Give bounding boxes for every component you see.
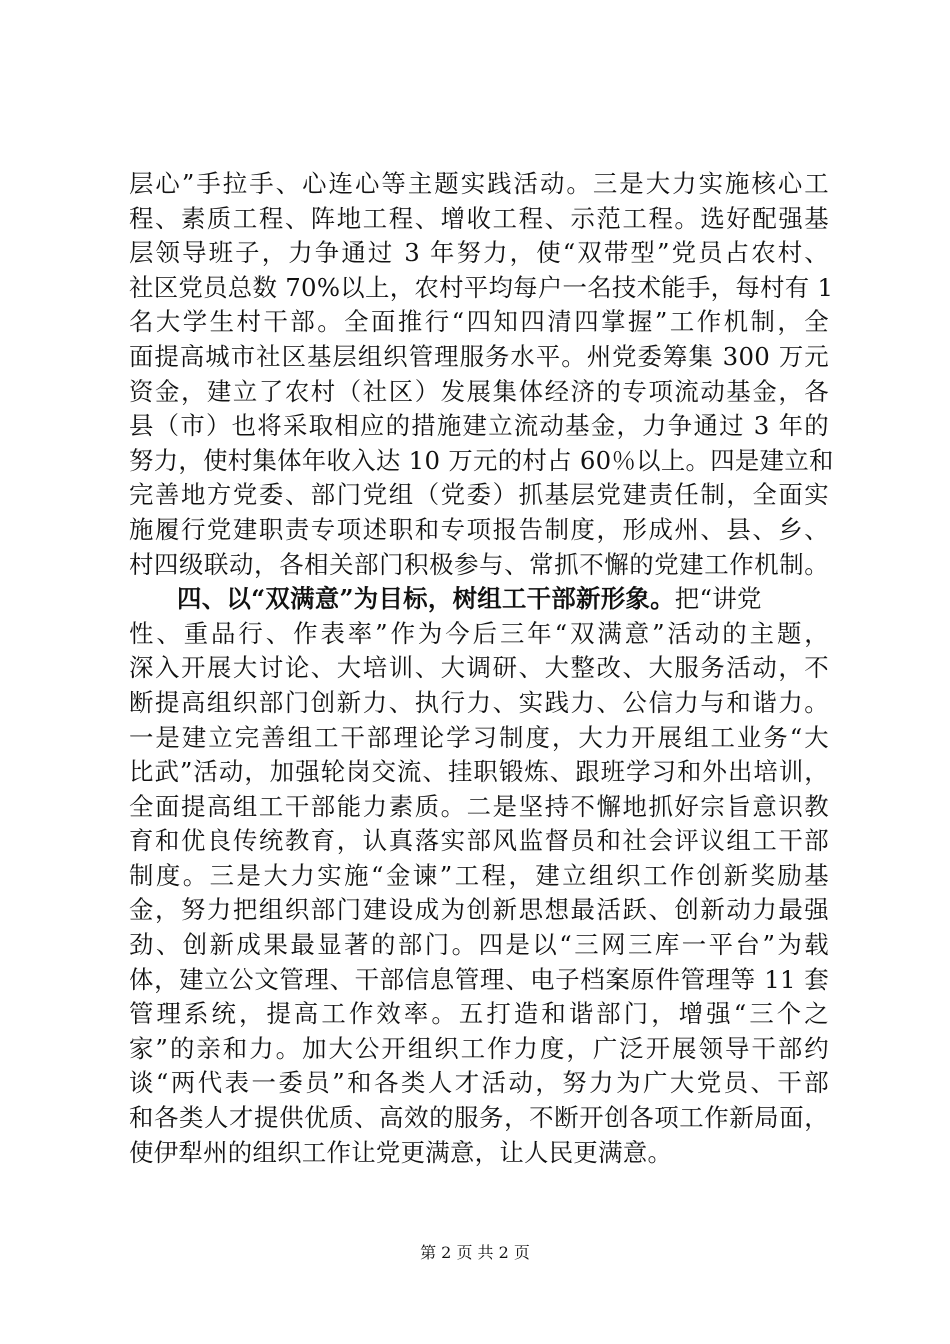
- text-line: 劲、创新成果最显著的部门。四是以“三网三库一平台”为载: [129, 930, 829, 960]
- text-fragment: 把“讲党: [674, 584, 762, 614]
- text-line-last: 使伊犁州的组织工作让党更满意，让人民更满意。: [129, 1137, 673, 1167]
- text-line: 层心”手拉手、心连心等主题实践活动。三是大力实施核心工: [129, 169, 829, 198]
- text-line: 断提高组织部门创新力、执行力、实践力、公信力与和谐力。: [129, 687, 829, 717]
- text-line: 和各类人才提供优质、高效的服务，不断开创各项工作新局面，: [129, 1103, 829, 1133]
- text-line: 一是建立完善组工干部理论学习制度，大力开展组工业务“大: [129, 722, 829, 752]
- text-line: 完善地方党委、部门党组（党委）抓基层党建责任制，全面实: [129, 480, 829, 510]
- paragraph-1: [129, 167, 834, 582]
- section-heading: 四、以“双满意”为目标，树组工干部新形象。: [177, 584, 675, 614]
- text-line: 深入开展大讨论、大培训、大调研、大整改、大服务活动，不: [129, 653, 829, 683]
- text-line: 家”的亲和力。加大公开组织工作力度，广泛开展领导干部约: [129, 1033, 829, 1063]
- text-line: 制度。三是大力实施“金谏”工程，建立组织工作创新奖励基: [129, 860, 829, 890]
- paragraph-2: [129, 582, 829, 1170]
- page-number-footer: 第 2 页 共 2 页: [420, 1243, 530, 1262]
- text-line: 比武”活动，加强轮岗交流、挂职锻炼、跟班学习和外出培训，: [129, 757, 829, 787]
- text-line: 社区党员总数 70%以上，农村平均每户一名技术能手，每村有 1: [129, 272, 834, 302]
- paragraph-2-first-line: [129, 582, 829, 617]
- text-line: 性、重品行、作表率”作为今后三年“双满意”活动的主题，: [129, 618, 829, 648]
- text-line: 面提高城市社区基层组织管理服务水平。州党委筹集 300 万元: [129, 341, 829, 371]
- body-text: [129, 167, 834, 1170]
- text-line: 育和优良传统教育，认真落实部风监督员和社会评议组工干部: [129, 826, 829, 856]
- text-line: 谈“两代表一委员”和各类人才活动，努力为广大党员、干部: [129, 1068, 829, 1098]
- text-line: 体，建立公文管理、干部信息管理、电子档案原件管理等 11 套: [129, 964, 829, 994]
- text-line: 努力，使村集体年收入达 10 万元的村占 60％以上。四是建立和: [129, 445, 834, 475]
- text-line: 县（市）也将采取相应的措施建立流动基金，力争通过 3 年的: [129, 411, 829, 441]
- text-line: 全面提高组工干部能力素质。二是坚持不懈地抓好宗旨意识教: [129, 791, 829, 821]
- text-line: 资金，建立了农村（社区）发展集体经济的专项流动基金，各: [129, 376, 829, 406]
- text-line: 层领导班子，力争通过 3 年努力，使“双带型”党员占农村、: [129, 238, 829, 268]
- text-line: 村四级联动，各相关部门积极参与、常抓不懈的党建工作机制。: [129, 549, 829, 579]
- text-line: 名大学生村干部。全面推行“四知四清四掌握”工作机制，全: [129, 307, 829, 337]
- text-line: 金，努力把组织部门建设成为创新思想最活跃、创新动力最强: [129, 895, 829, 925]
- text-line: 程、素质工程、阵地工程、增收工程、示范工程。选好配强基: [129, 203, 829, 233]
- text-line: 施履行党建职责专项述职和专项报告制度，形成州、县、乡、: [129, 514, 829, 544]
- text-line: 管理系统，提高工作效率。五打造和谐部门，增强“三个之: [129, 999, 829, 1029]
